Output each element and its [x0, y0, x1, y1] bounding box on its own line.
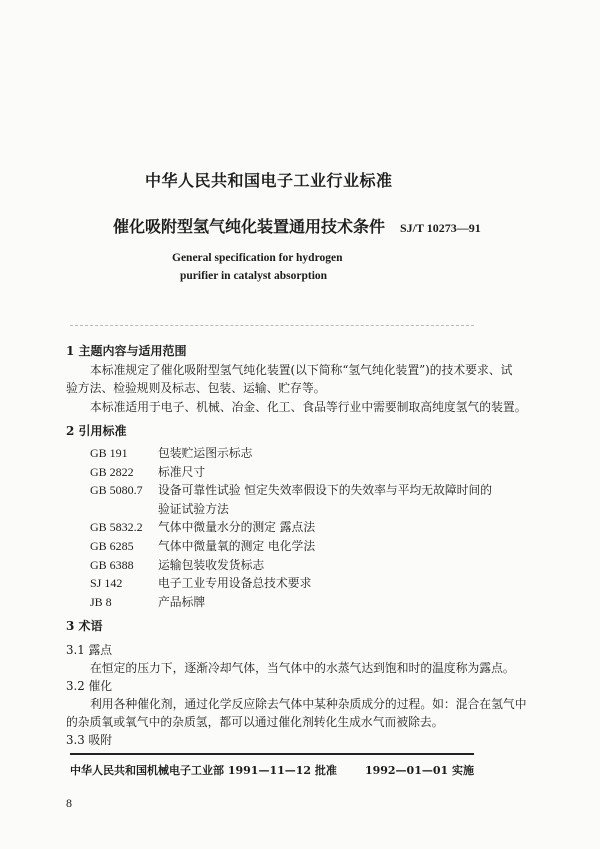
- section-1-heading: 1 主题内容与适用范围: [66, 344, 187, 358]
- standard-code: SJ/T 10273—91: [400, 221, 481, 235]
- approval-line: 中华人民共和国机械电子工业部 1991—11—12 批准: [70, 764, 337, 777]
- section-1-text: 本标准规定了催化吸附型氢气纯化装置(以下简称“氢气纯化装置”)的技术要求、试: [90, 363, 513, 377]
- ref-code: GB 6388: [90, 558, 134, 572]
- subsection-3-3-heading: 3.3 吸附: [66, 733, 113, 747]
- section-1-text: 验方法、检验规则及标志、包装、运输、贮存等。: [66, 381, 326, 395]
- english-title-line-1: General specification for hydrogen: [172, 252, 343, 264]
- ref-code: GB 5832.2: [90, 520, 143, 534]
- ref-title: 包装贮运图示标志: [158, 446, 253, 460]
- english-title-line-2: purifier in catalyst absorption: [180, 270, 328, 282]
- ref-title: 电子工业专用设备总技术要求: [158, 576, 312, 590]
- section-1-text: 本标准适用于电子、机械、冶金、化工、食品等行业中需要制取高纯度氢气的装置。: [90, 400, 527, 414]
- ref-code: JB 8: [90, 595, 112, 609]
- page-number: 8: [66, 796, 72, 810]
- subsection-3-2-heading: 3.2 催化: [66, 679, 113, 693]
- section-3-heading: 3 术语: [66, 619, 103, 633]
- document-title: 催化吸附型氢气纯化装置通用技术条件: [113, 217, 386, 236]
- ref-title-continuation: 验证试验方法: [158, 502, 229, 516]
- footer-rule: [70, 753, 474, 755]
- ref-title: 气体中微量氧的测定 电化学法: [158, 539, 316, 553]
- subsection-3-2-text: 利用各种催化剂，通过化学反应除去气体中某种杂质成分的过程。如：混合在氢气中: [90, 697, 527, 711]
- ref-code: GB 2822: [90, 465, 134, 479]
- header-divider: [70, 325, 474, 326]
- issuing-body-header: 中华人民共和国电子工业行业标准: [145, 171, 393, 190]
- ref-code: SJ 142: [90, 576, 123, 590]
- subsection-3-1-heading: 3.1 露点: [66, 643, 113, 657]
- effective-date: 1992—01—01 实施: [364, 764, 474, 777]
- subsection-3-1-text: 在恒定的压力下，逐渐冷却气体，当气体中的水蒸气达到饱和时的温度称为露点。: [90, 661, 515, 675]
- ref-title: 运输包装收发货标志: [158, 558, 265, 572]
- ref-title: 气体中微量水分的测定 露点法: [158, 520, 316, 534]
- subsection-3-2-text: 的杂质氧或氧气中的杂质氢，都可以通过催化剂转化生成水气而被除去。: [66, 715, 444, 729]
- ref-code: GB 191: [90, 446, 128, 460]
- ref-title: 设备可靠性试验 恒定失效率假设下的失效率与平均无故障时间的: [158, 483, 493, 497]
- section-2-heading: 2 引用标准: [66, 424, 127, 438]
- ref-title: 产品标牌: [158, 595, 206, 609]
- ref-code: GB 6285: [90, 539, 134, 553]
- ref-title: 标准尺寸: [158, 465, 206, 479]
- ref-code: GB 5080.7: [90, 483, 143, 497]
